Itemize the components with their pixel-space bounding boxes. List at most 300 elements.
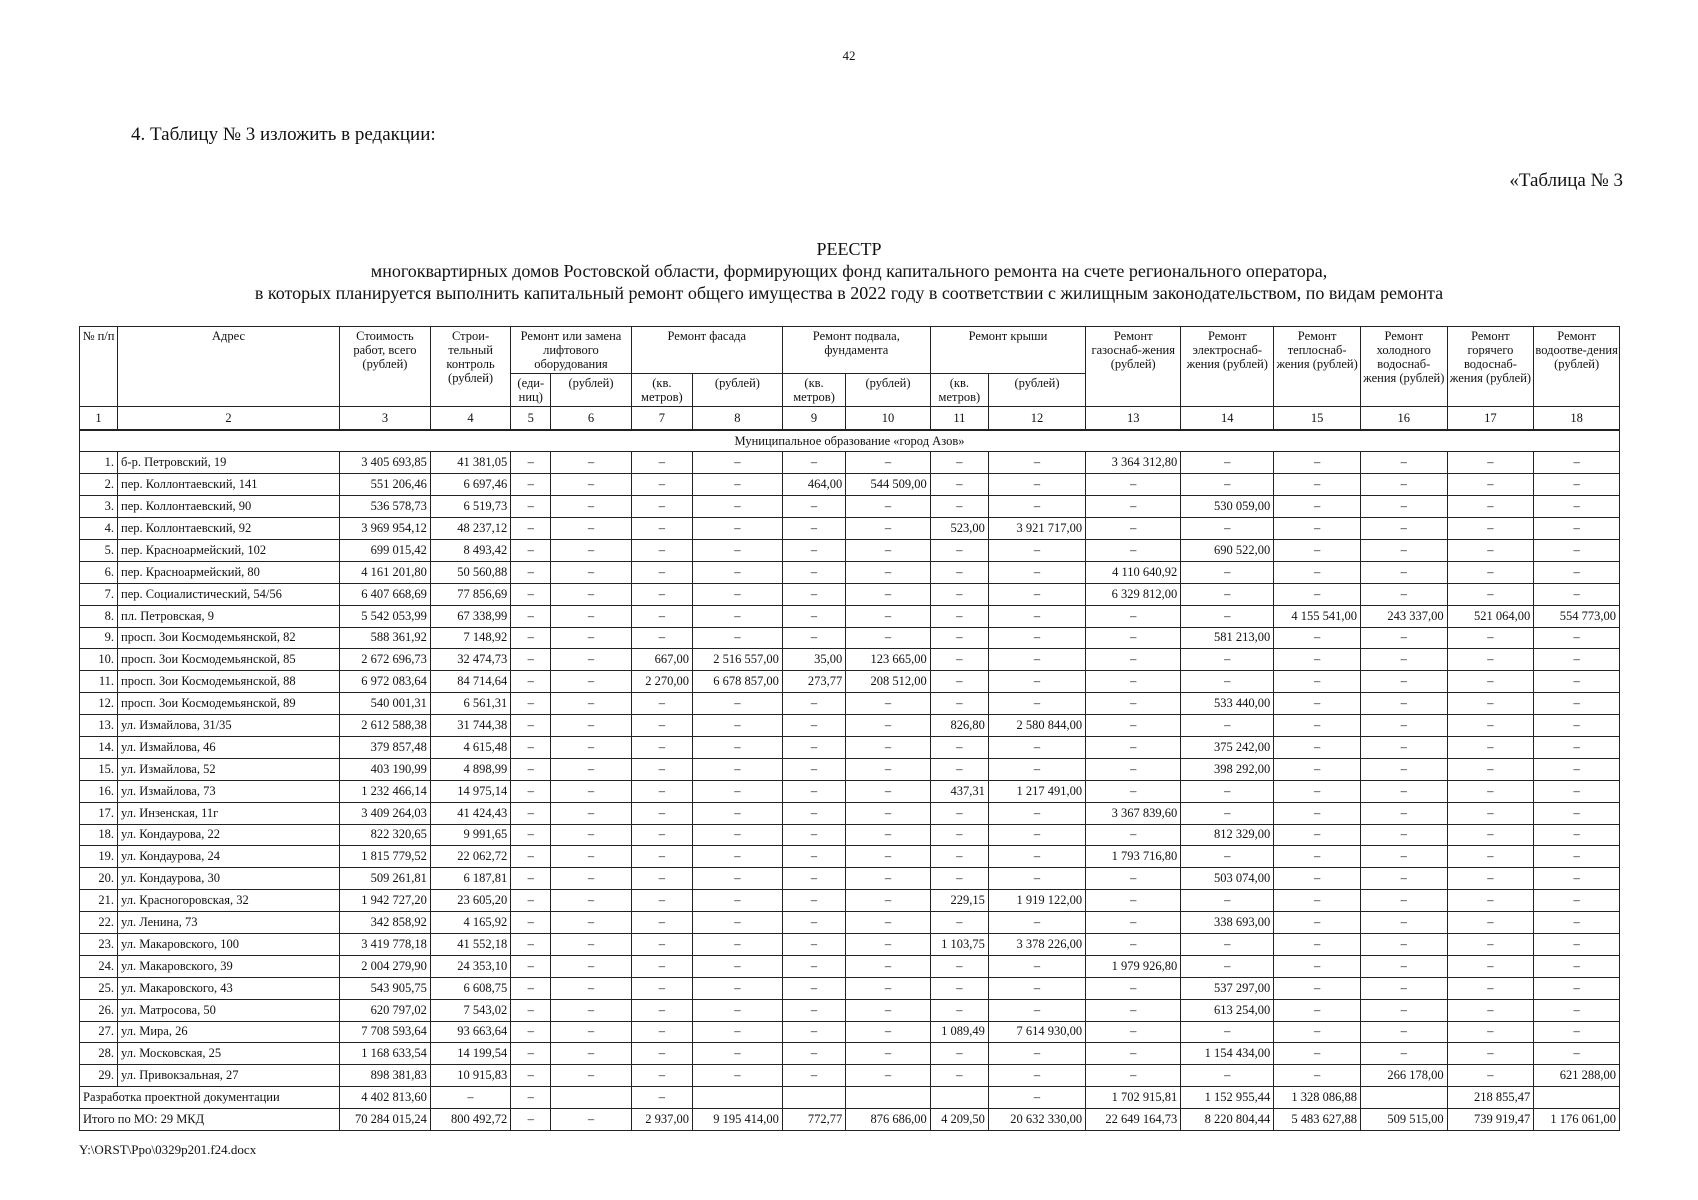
summary-cell: 2 937,00 xyxy=(631,1109,692,1131)
row-cell: – xyxy=(846,758,931,780)
row-cell: – xyxy=(1534,933,1620,955)
row-cell: 1 793 716,80 xyxy=(1086,846,1181,868)
row-cell: – xyxy=(1181,846,1274,868)
row-cell: – xyxy=(930,496,988,518)
header-cost: Стоимость работ, всего (рублей) xyxy=(340,327,431,407)
row-number: 22. xyxy=(80,912,118,934)
row-cell: 2 580 844,00 xyxy=(988,715,1085,737)
row-cell: – xyxy=(930,758,988,780)
row-cell: 536 578,73 xyxy=(340,496,431,518)
row-cell: – xyxy=(1274,912,1361,934)
row-cell: – xyxy=(631,868,692,890)
row-number: 8. xyxy=(80,605,118,627)
row-cell: – xyxy=(782,912,845,934)
column-number: 7 xyxy=(631,407,692,431)
row-cell: – xyxy=(846,999,931,1021)
summary-cell xyxy=(782,1087,845,1109)
row-address: пер. Коллонтаевский, 90 xyxy=(118,496,340,518)
row-cell: 2 612 588,38 xyxy=(340,715,431,737)
row-cell: 6 407 668,69 xyxy=(340,583,431,605)
row-cell: – xyxy=(551,583,631,605)
row-cell: – xyxy=(782,955,845,977)
row-cell: – xyxy=(1534,649,1620,671)
row-cell: – xyxy=(988,496,1085,518)
row-cell: – xyxy=(551,452,631,474)
row-cell: – xyxy=(1274,474,1361,496)
row-cell: – xyxy=(846,824,931,846)
row-cell: – xyxy=(511,452,551,474)
row-cell: – xyxy=(1447,933,1534,955)
summary-cell: 9 195 414,00 xyxy=(693,1109,783,1131)
table-row xyxy=(80,977,1620,999)
row-cell: 533 440,00 xyxy=(1181,693,1274,715)
row-address: б-р. Петровский, 19 xyxy=(118,452,340,474)
row-cell: 6 519,73 xyxy=(430,496,510,518)
summary-cell: 8 220 804,44 xyxy=(1181,1109,1274,1131)
row-cell: 509 261,81 xyxy=(340,868,431,890)
header-basement-rub: (рублей) xyxy=(846,374,931,407)
header-roof: Ремонт крыши xyxy=(930,327,1085,374)
column-number: 18 xyxy=(1534,407,1620,431)
row-cell: 41 381,05 xyxy=(430,452,510,474)
row-cell: – xyxy=(1274,868,1361,890)
summary-cell: 20 632 330,00 xyxy=(988,1109,1085,1131)
row-cell: 581 213,00 xyxy=(1181,627,1274,649)
row-cell: – xyxy=(988,802,1085,824)
table-row xyxy=(80,846,1620,868)
row-cell: – xyxy=(693,539,783,561)
row-cell: – xyxy=(1274,693,1361,715)
row-cell: – xyxy=(511,780,551,802)
row-cell: – xyxy=(1086,518,1181,540)
row-cell: – xyxy=(631,539,692,561)
row-cell: – xyxy=(1274,780,1361,802)
row-cell: – xyxy=(1447,518,1534,540)
row-cell: – xyxy=(1274,1065,1361,1087)
column-number: 6 xyxy=(551,407,631,431)
row-number: 21. xyxy=(80,890,118,912)
row-number: 28. xyxy=(80,1043,118,1065)
row-cell: 93 663,64 xyxy=(430,1021,510,1043)
row-cell: – xyxy=(631,583,692,605)
row-cell: 551 206,46 xyxy=(340,474,431,496)
row-cell: – xyxy=(846,955,931,977)
row-cell: – xyxy=(1274,955,1361,977)
row-cell: – xyxy=(1181,452,1274,474)
row-cell: – xyxy=(988,693,1085,715)
row-cell: – xyxy=(1447,824,1534,846)
row-cell: – xyxy=(846,846,931,868)
row-address: ул. Измайлова, 31/35 xyxy=(118,715,340,737)
row-cell: – xyxy=(782,736,845,758)
row-cell: – xyxy=(1534,999,1620,1021)
row-cell: 342 858,92 xyxy=(340,912,431,934)
row-address: ул. Макаровского, 39 xyxy=(118,955,340,977)
row-number: 11. xyxy=(80,671,118,693)
row-cell: – xyxy=(988,627,1085,649)
title-block xyxy=(0,238,1698,304)
header-num: № п/п xyxy=(80,327,118,407)
column-number: 17 xyxy=(1447,407,1534,431)
row-cell: – xyxy=(511,977,551,999)
row-cell: – xyxy=(1447,1065,1534,1087)
row-number: 12. xyxy=(80,693,118,715)
row-cell: – xyxy=(1086,758,1181,780)
row-cell: 503 074,00 xyxy=(1181,868,1274,890)
row-cell: 3 969 954,12 xyxy=(340,518,431,540)
row-cell: – xyxy=(1274,496,1361,518)
row-cell: – xyxy=(1534,977,1620,999)
summary-cell xyxy=(1360,1087,1447,1109)
row-cell: 2 516 557,00 xyxy=(693,649,783,671)
row-cell: – xyxy=(1360,496,1447,518)
row-cell: – xyxy=(988,912,1085,934)
row-cell: – xyxy=(1086,868,1181,890)
summary-cell: 1 702 915,81 xyxy=(1086,1087,1181,1109)
row-cell: – xyxy=(1447,736,1534,758)
row-cell: – xyxy=(846,868,931,890)
row-cell: 544 509,00 xyxy=(846,474,931,496)
row-number: 19. xyxy=(80,846,118,868)
row-cell: – xyxy=(1086,824,1181,846)
row-cell: – xyxy=(782,868,845,890)
row-cell: – xyxy=(631,780,692,802)
row-address: ул. Московская, 25 xyxy=(118,1043,340,1065)
row-cell: – xyxy=(988,583,1085,605)
row-cell: – xyxy=(1274,977,1361,999)
table-row xyxy=(80,824,1620,846)
row-address: ул. Инзенская, 11г xyxy=(118,802,340,824)
registry-title: РЕЕСТР xyxy=(816,239,882,259)
row-cell: – xyxy=(782,583,845,605)
row-cell: – xyxy=(988,474,1085,496)
row-cell: – xyxy=(511,736,551,758)
row-cell: – xyxy=(551,912,631,934)
row-cell: – xyxy=(631,736,692,758)
row-cell: – xyxy=(1534,758,1620,780)
header-facade: Ремонт фасада xyxy=(631,327,782,374)
row-cell: – xyxy=(782,977,845,999)
row-cell: 398 292,00 xyxy=(1181,758,1274,780)
row-number: 17. xyxy=(80,802,118,824)
row-cell: 898 381,83 xyxy=(340,1065,431,1087)
row-cell: – xyxy=(511,583,551,605)
row-cell: – xyxy=(693,736,783,758)
row-cell: – xyxy=(551,605,631,627)
row-cell: – xyxy=(511,671,551,693)
row-cell: 77 856,69 xyxy=(430,583,510,605)
row-address: ул. Привокзальная, 27 xyxy=(118,1065,340,1087)
row-cell: – xyxy=(511,474,551,496)
header-drain: Ремонт водоотве-дения (рублей) xyxy=(1534,327,1620,407)
row-cell: – xyxy=(988,539,1085,561)
row-cell: 208 512,00 xyxy=(846,671,931,693)
row-cell: – xyxy=(1360,736,1447,758)
row-cell: 48 237,12 xyxy=(430,518,510,540)
row-cell: 543 905,75 xyxy=(340,977,431,999)
row-cell: – xyxy=(1534,474,1620,496)
row-cell: – xyxy=(693,583,783,605)
row-cell: – xyxy=(1360,846,1447,868)
row-cell: – xyxy=(782,890,845,912)
row-cell: 23 605,20 xyxy=(430,890,510,912)
row-cell: – xyxy=(1181,671,1274,693)
row-cell: – xyxy=(1274,802,1361,824)
row-cell: – xyxy=(1360,912,1447,934)
table-row xyxy=(80,605,1620,627)
row-cell: – xyxy=(1086,627,1181,649)
row-cell: 826,80 xyxy=(930,715,988,737)
table-row xyxy=(80,539,1620,561)
row-cell: – xyxy=(631,715,692,737)
row-cell: – xyxy=(1360,999,1447,1021)
row-cell: 6 187,81 xyxy=(430,868,510,890)
row-cell: 613 254,00 xyxy=(1181,999,1274,1021)
row-cell: – xyxy=(693,868,783,890)
row-cell: – xyxy=(1447,890,1534,912)
row-cell: – xyxy=(1447,452,1534,474)
row-cell: 8 493,42 xyxy=(430,539,510,561)
row-cell: – xyxy=(846,802,931,824)
row-cell: – xyxy=(1086,1065,1181,1087)
row-cell: – xyxy=(1360,890,1447,912)
row-cell: 22 062,72 xyxy=(430,846,510,868)
row-cell: – xyxy=(1360,977,1447,999)
row-cell: – xyxy=(1447,561,1534,583)
row-cell: – xyxy=(631,802,692,824)
row-number: 15. xyxy=(80,758,118,780)
row-cell: 1 919 122,00 xyxy=(988,890,1085,912)
row-cell: 338 693,00 xyxy=(1181,912,1274,934)
header-address: Адрес xyxy=(118,327,340,407)
table-row xyxy=(80,627,1620,649)
row-cell: – xyxy=(511,1065,551,1087)
table-row xyxy=(80,999,1620,1021)
row-cell: 7 614 930,00 xyxy=(988,1021,1085,1043)
row-cell: – xyxy=(693,474,783,496)
row-cell: 667,00 xyxy=(631,649,692,671)
row-cell: – xyxy=(1086,1043,1181,1065)
row-cell: – xyxy=(1447,715,1534,737)
row-cell: – xyxy=(1181,518,1274,540)
summary-cell: 218 855,47 xyxy=(1447,1087,1534,1109)
row-address: ул. Кондаурова, 30 xyxy=(118,868,340,890)
row-cell: – xyxy=(631,933,692,955)
column-number: 10 xyxy=(846,407,931,431)
row-cell: – xyxy=(782,802,845,824)
row-cell: – xyxy=(631,496,692,518)
row-number: 1. xyxy=(80,452,118,474)
row-cell: – xyxy=(551,715,631,737)
row-cell: – xyxy=(693,496,783,518)
row-cell: – xyxy=(693,1021,783,1043)
row-cell: – xyxy=(1274,999,1361,1021)
row-cell: 1 168 633,54 xyxy=(340,1043,431,1065)
row-cell: 5 542 053,99 xyxy=(340,605,431,627)
table-reference: «Таблица № 3 xyxy=(1509,170,1623,191)
table-row xyxy=(80,671,1620,693)
row-cell: – xyxy=(1360,583,1447,605)
row-cell: – xyxy=(1181,605,1274,627)
header-basement-m: (кв. метров) xyxy=(782,374,845,407)
header-facade-m: (кв. метров) xyxy=(631,374,692,407)
row-cell: – xyxy=(693,890,783,912)
row-cell: 1 232 466,14 xyxy=(340,780,431,802)
row-cell: – xyxy=(511,1043,551,1065)
row-cell: – xyxy=(1181,1021,1274,1043)
row-cell: 2 004 279,90 xyxy=(340,955,431,977)
row-cell: – xyxy=(1447,868,1534,890)
row-cell: – xyxy=(846,780,931,802)
row-cell: – xyxy=(1360,452,1447,474)
row-cell: – xyxy=(1086,890,1181,912)
row-address: пер. Красноармейский, 80 xyxy=(118,561,340,583)
summary-cell: 1 176 061,00 xyxy=(1534,1109,1620,1131)
row-cell: – xyxy=(1534,627,1620,649)
row-cell: – xyxy=(631,693,692,715)
row-cell: – xyxy=(1181,802,1274,824)
row-cell: – xyxy=(693,846,783,868)
table-row xyxy=(80,780,1620,802)
row-cell: – xyxy=(782,605,845,627)
row-cell: – xyxy=(1360,1043,1447,1065)
row-cell: 229,15 xyxy=(930,890,988,912)
row-cell: – xyxy=(1534,539,1620,561)
row-cell: – xyxy=(1086,780,1181,802)
row-cell: – xyxy=(930,846,988,868)
summary-cell: 509 515,00 xyxy=(1360,1109,1447,1131)
row-cell: – xyxy=(988,452,1085,474)
row-cell: – xyxy=(1086,1021,1181,1043)
row-cell: 690 522,00 xyxy=(1181,539,1274,561)
row-cell: – xyxy=(1181,933,1274,955)
row-cell: – xyxy=(1447,649,1534,671)
row-address: ул. Макаровского, 100 xyxy=(118,933,340,955)
column-number: 12 xyxy=(988,407,1085,431)
row-cell: – xyxy=(631,1065,692,1087)
row-cell: – xyxy=(846,912,931,934)
column-number: 4 xyxy=(430,407,510,431)
row-cell: – xyxy=(1274,890,1361,912)
row-cell: – xyxy=(693,518,783,540)
row-cell: – xyxy=(693,780,783,802)
row-cell: – xyxy=(846,1021,931,1043)
row-number: 25. xyxy=(80,977,118,999)
row-cell: – xyxy=(631,1021,692,1043)
total-row xyxy=(80,1109,1620,1131)
registry-subtitle-1: многоквартирных домов Ростовской области, формирующих фонд капитального ремонта на счете регионального оператора, xyxy=(370,261,1328,281)
row-cell: – xyxy=(1534,583,1620,605)
row-cell: 31 744,38 xyxy=(430,715,510,737)
row-number: 16. xyxy=(80,780,118,802)
row-cell: – xyxy=(988,1065,1085,1087)
row-cell: – xyxy=(1534,736,1620,758)
page-number: 42 xyxy=(842,48,856,63)
row-cell: 32 474,73 xyxy=(430,649,510,671)
row-cell: – xyxy=(1534,912,1620,934)
row-cell: – xyxy=(782,693,845,715)
row-cell: – xyxy=(1534,452,1620,474)
row-cell: – xyxy=(930,802,988,824)
row-number: 29. xyxy=(80,1065,118,1087)
row-cell: – xyxy=(782,846,845,868)
row-cell: – xyxy=(988,846,1085,868)
row-cell: – xyxy=(1181,715,1274,737)
table-row xyxy=(80,496,1620,518)
row-cell: – xyxy=(988,955,1085,977)
row-cell: 6 329 812,00 xyxy=(1086,583,1181,605)
row-cell: – xyxy=(782,933,845,955)
table-row xyxy=(80,802,1620,824)
row-number: 9. xyxy=(80,627,118,649)
row-cell: – xyxy=(782,561,845,583)
table-row xyxy=(80,452,1620,474)
row-cell: – xyxy=(1534,715,1620,737)
row-cell: – xyxy=(846,627,931,649)
row-cell: – xyxy=(511,496,551,518)
row-cell: – xyxy=(930,912,988,934)
row-cell: – xyxy=(846,1043,931,1065)
section-title: Муниципальное образование «город Азов» xyxy=(80,430,1620,452)
row-cell: – xyxy=(988,649,1085,671)
registry-table xyxy=(79,326,1620,1131)
row-address: ул. Красногоровская, 32 xyxy=(118,890,340,912)
row-cell: – xyxy=(1086,933,1181,955)
summary-cell xyxy=(551,1087,631,1109)
table-row xyxy=(80,583,1620,605)
row-cell: 3 419 778,18 xyxy=(340,933,431,955)
row-cell: 3 364 312,80 xyxy=(1086,452,1181,474)
table-row xyxy=(80,868,1620,890)
row-cell: – xyxy=(782,999,845,1021)
row-cell: – xyxy=(988,1043,1085,1065)
row-cell: – xyxy=(631,561,692,583)
row-cell: – xyxy=(693,715,783,737)
row-cell: – xyxy=(551,474,631,496)
row-number: 10. xyxy=(80,649,118,671)
row-cell: 3 405 693,85 xyxy=(340,452,431,474)
row-cell: 1 815 779,52 xyxy=(340,846,431,868)
row-cell: – xyxy=(930,474,988,496)
row-cell: – xyxy=(930,671,988,693)
row-cell: 4 898,99 xyxy=(430,758,510,780)
row-cell: – xyxy=(782,1043,845,1065)
row-cell: – xyxy=(631,824,692,846)
row-cell: – xyxy=(1086,693,1181,715)
row-cell: 14 199,54 xyxy=(430,1043,510,1065)
row-cell: – xyxy=(551,496,631,518)
row-cell: – xyxy=(1534,693,1620,715)
row-cell: 10 915,83 xyxy=(430,1065,510,1087)
row-cell: – xyxy=(1534,1043,1620,1065)
row-cell: 1 103,75 xyxy=(930,933,988,955)
row-cell: – xyxy=(1086,539,1181,561)
row-cell: 379 857,48 xyxy=(340,736,431,758)
row-cell: – xyxy=(930,452,988,474)
row-cell: – xyxy=(1360,518,1447,540)
table-row xyxy=(80,474,1620,496)
row-cell: – xyxy=(551,977,631,999)
row-cell: – xyxy=(511,955,551,977)
row-cell: – xyxy=(693,605,783,627)
column-number: 15 xyxy=(1274,407,1361,431)
row-cell: – xyxy=(551,627,631,649)
row-cell: – xyxy=(1086,736,1181,758)
row-cell: 1 979 926,80 xyxy=(1086,955,1181,977)
row-cell: – xyxy=(1447,539,1534,561)
row-address: пер. Коллонтаевский, 141 xyxy=(118,474,340,496)
row-cell: – xyxy=(1534,955,1620,977)
